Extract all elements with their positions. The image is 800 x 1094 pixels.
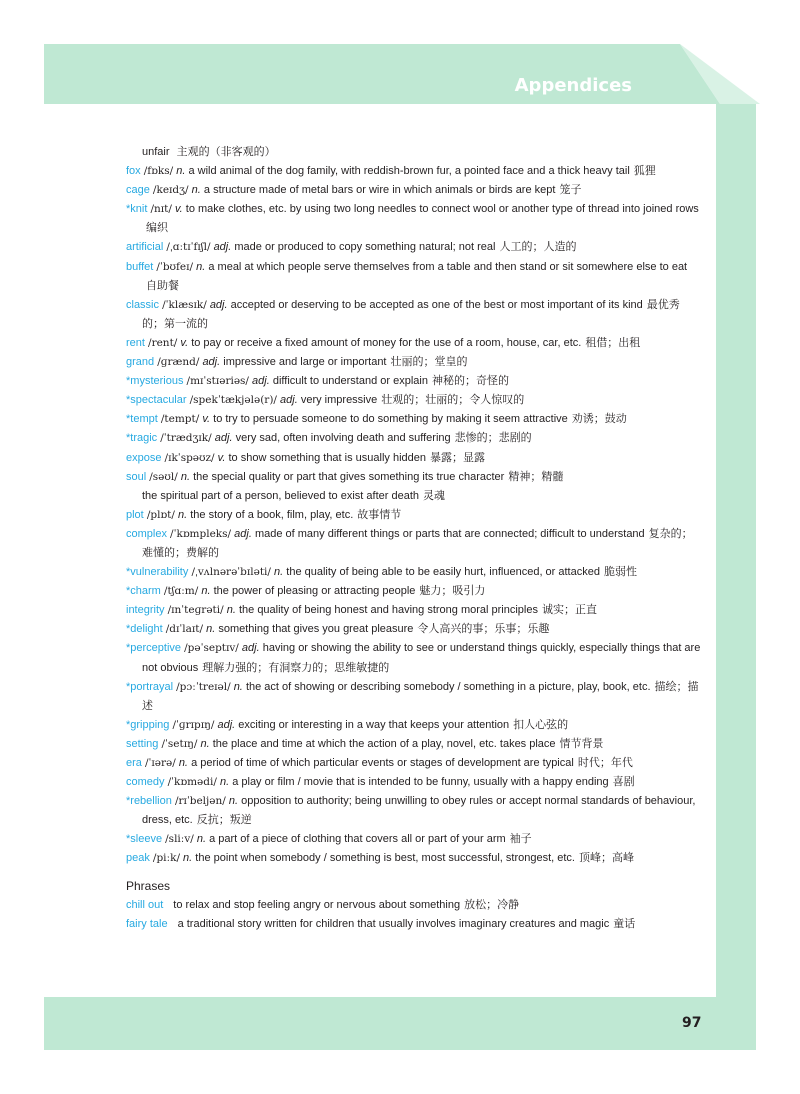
headword: integrity (126, 604, 165, 617)
glossary-entry (126, 601, 701, 620)
phonetic: /spekˈtækjələ(r)/ (189, 394, 277, 407)
translation: 人工的；人造的 (499, 241, 577, 254)
glossary-entry (126, 162, 701, 181)
phonetic: /ɪnˈteɡrəti/ (167, 604, 224, 617)
headword: *tragic (126, 432, 158, 445)
part-of-speech: v. (217, 451, 226, 464)
glossary-entry (126, 678, 701, 716)
part-of-speech: n. (274, 566, 284, 579)
phonetic: /ɪkˈspəʊz/ (164, 451, 215, 464)
glossary-entry (126, 372, 701, 391)
headword: *knit (126, 203, 148, 216)
headword: rent (126, 336, 145, 349)
phrase-list (126, 896, 701, 934)
phonetic: /keɪdʒ/ (152, 184, 189, 197)
phonetic: /səʊl/ (149, 470, 178, 483)
translation: 灵魂 (423, 489, 445, 502)
translation: 笼子 (559, 184, 582, 197)
phonetic: /ˌɑːtɪˈfɪʃl/ (166, 241, 211, 254)
translation: 精神；精髓 (508, 470, 564, 483)
translation: 时代；年代 (577, 757, 633, 769)
glossary-entry (126, 563, 701, 582)
part-of-speech: n. (183, 852, 193, 865)
definition: the special quality or part that gives something its true character (193, 470, 505, 483)
headword: *delight (126, 623, 163, 636)
headword: *gripping (126, 718, 170, 731)
translation: 脆弱性 (603, 566, 637, 579)
definition: the power of pleasing or attracting people (213, 585, 416, 598)
phonetic: /tʃɑːm/ (163, 585, 199, 598)
part-of-speech: n. (228, 795, 239, 808)
part-of-speech: n. (178, 757, 188, 769)
phonetic: /ˈtrædʒɪk/ (160, 432, 212, 445)
part-of-speech: n. (196, 260, 206, 273)
definition: impressive and large or important (223, 356, 387, 369)
headword: *mysterious (126, 375, 184, 388)
phonetic: /ɡrænd/ (157, 356, 200, 369)
part-of-speech: adj. (252, 375, 270, 388)
definition: the quality of being honest and having strong moral principles (238, 604, 538, 617)
phonetic: /pəˈseptɪv/ (184, 642, 239, 655)
glossary-entry (126, 449, 701, 468)
phonetic: /ˈklæsɪk/ (162, 298, 207, 311)
glossary-content (126, 143, 701, 934)
phonetic: /ˈkɒmədi/ (167, 776, 217, 789)
headword: classic (126, 298, 160, 311)
glossary-entry (126, 849, 701, 868)
continued-line (126, 143, 701, 162)
phonetic: /fɒks/ (143, 165, 174, 178)
headword: *charm (126, 585, 161, 598)
phonetic: /ˈkɒmpleks/ (170, 527, 232, 540)
glossary-entry (126, 468, 701, 487)
glossary-entry (126, 735, 701, 754)
phonetic: /mɪˈstɪəriəs/ (186, 375, 249, 388)
headword: setting (126, 737, 159, 750)
headword: fox (126, 165, 141, 178)
headword: *rebellion (126, 795, 172, 808)
translation: 自助餐 (146, 279, 179, 292)
definition: to show something that is usually hidden (228, 451, 426, 464)
translation: 袖子 (509, 833, 532, 846)
definition: exciting or interesting in a way that keeps your attention (238, 718, 510, 731)
definition: accepted or deserving to be accepted as one of the best or most important of its kind (230, 298, 643, 311)
glossary-entry (126, 334, 701, 353)
phonetic: /ˈɪərə/ (144, 757, 176, 769)
translation: 魅力；吸引力 (419, 585, 486, 598)
headword: plot (126, 508, 144, 521)
translation: 放松；冷静 (464, 898, 520, 911)
part-of-speech: adj. (202, 356, 221, 369)
part-of-speech: n. (226, 604, 236, 617)
part-of-speech: v. (174, 203, 183, 216)
glossary-entry-sense (126, 487, 701, 506)
phonetic: /piːk/ (152, 852, 180, 865)
glossary-entry (126, 773, 701, 792)
headword: cage (126, 184, 150, 197)
phonetic: /rent/ (148, 336, 178, 349)
definition: the spiritual part of a person, believed to exist after death (142, 489, 419, 502)
translation: 狐狸 (633, 165, 656, 178)
glossary-entry (126, 296, 701, 334)
glossary-entry (126, 410, 701, 429)
headword: soul (126, 470, 147, 483)
definition: a period of time of which particular events or stages of development are typical (191, 757, 574, 769)
translation: 租借；出租 (585, 336, 641, 349)
headword: grand (126, 356, 155, 369)
phrase-definition: a traditional story written for children that usually involves imaginary creatures and magic (177, 917, 610, 930)
glossary-entry (126, 238, 701, 257)
glossary-entry (126, 429, 701, 448)
definition: made of many different things or parts that are connected; difficult to understand (254, 527, 645, 540)
translation: 喜剧 (612, 776, 635, 789)
definition: a play or film / movie that is intended to be funny, usually with a happy ending (232, 776, 609, 789)
translation: 诚实；正直 (542, 604, 597, 617)
translation: 情节背景 (559, 737, 604, 750)
phonetic: /ˈɡrɪpɪŋ/ (172, 718, 215, 731)
translation: 顶峰；高峰 (579, 852, 634, 865)
glossary-entry (126, 525, 701, 563)
translation: 暴露；显露 (430, 451, 485, 464)
glossary-entry (126, 353, 701, 372)
definition: very impressive (300, 394, 378, 407)
translation: 反抗；叛逆 (196, 814, 252, 827)
translation: 神秘的；奇怪的 (431, 375, 509, 388)
translation: 编织 (146, 222, 168, 235)
glossary-entry (126, 639, 701, 677)
headword: *tempt (126, 413, 158, 426)
continued-text: unfair (142, 146, 170, 158)
phonetic: /rɪˈbeljən/ (174, 795, 226, 808)
definition: difficult to understand or explain (272, 375, 428, 388)
section-title: Appendices (514, 75, 632, 96)
part-of-speech: n. (196, 833, 207, 846)
phrase-entry (126, 915, 701, 934)
phrase: chill out (126, 898, 164, 911)
glossary-entry (126, 258, 701, 296)
part-of-speech: n. (219, 776, 230, 789)
definition: a structure made of metal bars or wire in which animals or birds are kept (203, 184, 556, 197)
headword: comedy (126, 776, 165, 789)
phonetic: /dɪˈlaɪt/ (165, 623, 204, 636)
headword: artificial (126, 241, 164, 254)
page-number: 97 (682, 1015, 702, 1031)
part-of-speech: n. (180, 470, 191, 483)
translation: 壮丽的；堂皇的 (390, 356, 468, 369)
headword: era (126, 757, 142, 769)
headword: buffet (126, 260, 154, 273)
part-of-speech: adj. (241, 642, 260, 655)
part-of-speech: adj. (217, 718, 236, 731)
headword: *spectacular (126, 394, 187, 407)
headword: complex (126, 527, 167, 540)
glossary-entry (126, 582, 701, 601)
headword: expose (126, 451, 162, 464)
footer-band (44, 997, 756, 1050)
phonetic: /pɔːˈtreɪəl/ (176, 680, 231, 693)
translation: 最优秀的；第一流的 (142, 298, 680, 330)
glossary-entry (126, 181, 701, 200)
translation: 童话 (613, 917, 636, 930)
phrase: fairy tale (126, 917, 168, 930)
phonetic: /plɒt/ (146, 508, 175, 521)
headword: *sleeve (126, 833, 163, 846)
header-fold (620, 44, 760, 104)
phonetic: /sliːv/ (165, 833, 194, 846)
phonetic: /ˈsetɪŋ/ (161, 737, 198, 750)
continued-cn: 主观的（非客观的） (176, 146, 276, 158)
part-of-speech: adj. (280, 394, 298, 407)
glossary-entry (126, 716, 701, 735)
glossary-entry (126, 391, 701, 410)
glossary-entry (126, 830, 701, 849)
definition: the point when somebody / something is best, most successful, strongest, etc. (195, 852, 575, 865)
phonetic: /tempt/ (160, 413, 200, 426)
translation: 理解力强的；有洞察力的；思维敏捷的 (202, 661, 390, 674)
part-of-speech: adj. (234, 527, 252, 540)
translation: 令人高兴的事；乐事；乐趣 (417, 623, 550, 636)
phonetic: /ˌvʌlnərəˈbɪləti/ (191, 566, 271, 579)
translation: 壮观的；壮丽的；令人惊叹的 (381, 394, 525, 407)
phonetic: /ˈbʊfeɪ/ (156, 260, 194, 273)
glossary-entry (126, 754, 701, 773)
definition: opposition to authority; being unwilling to obey rules or accept normal standards of behaviour, dress, etc. (142, 795, 696, 827)
definition: having or showing the ability to see or understand things quickly, especially things that are not obvious (142, 642, 701, 674)
translation: 描绘；描述 (142, 680, 699, 712)
phonetic: /nɪt/ (150, 203, 172, 216)
phrases-heading: Phrases (126, 878, 171, 893)
definition: something that gives you great pleasure (218, 623, 414, 636)
glossary-entry (126, 506, 701, 525)
part-of-speech: n. (201, 585, 211, 598)
translation: 悲惨的；悲剧的 (454, 432, 532, 445)
part-of-speech: v. (202, 413, 211, 426)
headword: *perceptive (126, 642, 182, 655)
translation: 故事情节 (357, 508, 402, 521)
headword: *portrayal (126, 680, 174, 693)
part-of-speech: v. (180, 336, 189, 349)
phrase-definition: to relax and stop feeling angry or nervous about something (173, 898, 461, 911)
definition: the quality of being able to be easily hurt, influenced, or attacked (286, 566, 600, 579)
part-of-speech: adj. (214, 432, 233, 445)
glossary-entry (126, 792, 701, 830)
headword: *vulnerability (126, 566, 189, 579)
definition: the place and time at which the action of a play, novel, etc. takes place (212, 737, 556, 750)
definition: very sad, often involving death and suffering (235, 432, 451, 445)
side-band (716, 104, 756, 1001)
definition: a wild animal of the dog family, with reddish-brown fur, a pointed face and a thick heavy tail (188, 165, 630, 178)
definition: the story of a book, film, play, etc. (190, 508, 354, 521)
entry-list (126, 162, 701, 868)
part-of-speech: n. (191, 184, 201, 197)
phrase-entry (126, 896, 701, 915)
definition: to try to persuade someone to do something by making it seem attractive (213, 413, 568, 426)
headword: peak (126, 852, 150, 865)
part-of-speech: n. (206, 623, 216, 636)
translation: 复杂的；难懂的；费解的 (142, 527, 693, 559)
part-of-speech: n. (176, 165, 186, 178)
part-of-speech: n. (200, 737, 210, 750)
definition: a part of a piece of clothing that covers all or part of your arm (209, 833, 506, 846)
definition: to make clothes, etc. by using two long needles to connect wool or another type of thread into joined rows (185, 203, 699, 216)
glossary-entry (126, 200, 701, 238)
translation: 劝诱；鼓动 (571, 413, 627, 426)
part-of-speech: n. (233, 680, 243, 693)
glossary-entry (126, 620, 701, 639)
part-of-speech: adj. (209, 298, 228, 311)
translation: 扣人心弦的 (513, 718, 569, 731)
part-of-speech: n. (177, 508, 188, 521)
part-of-speech: adj. (213, 241, 232, 254)
definition: made or produced to copy something natural; not real (234, 241, 496, 254)
definition: the act of showing or describing somebody / something in a picture, play, book, etc. (245, 680, 651, 693)
definition: a meal at which people serve themselves from a table and then stand or sit somewhere else to eat (208, 260, 688, 273)
definition: to pay or receive a fixed amount of money for the use of a room, house, car, etc. (191, 336, 582, 349)
